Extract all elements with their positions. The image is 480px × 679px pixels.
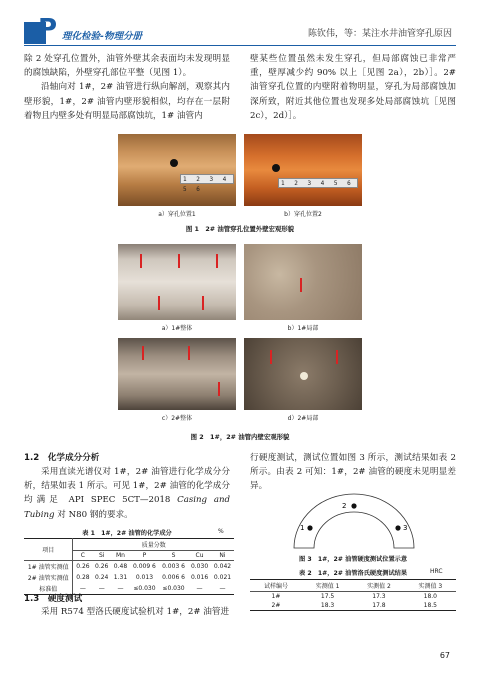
table1-cell: — — [117, 585, 124, 592]
corrosion-marker — [140, 254, 142, 268]
table1-column-header: S — [171, 552, 176, 559]
table1-column-header: Mn — [115, 552, 125, 559]
running-title: 陈钦伟，等：某注水井油管穿孔原因 — [307, 29, 452, 39]
section-heading-1-3: 1.3 硬度测试 — [24, 594, 83, 604]
table1-row-label: 1# 油管实测值 — [24, 561, 73, 573]
corrosion-marker — [270, 350, 272, 364]
table1-cell: 0.030 — [190, 563, 209, 570]
figure3-caption: 图 3 1#，2# 油管硬度测试位置示意 — [298, 556, 408, 563]
corrosion-marker — [158, 296, 160, 310]
page-number: 67 — [439, 651, 450, 660]
table1-column-header: P — [142, 552, 147, 559]
standard-title: Casing and Tubing — [24, 495, 230, 520]
left-column-top — [24, 52, 230, 123]
table2-cell: 18.3 — [320, 602, 335, 609]
table1-row-label: 2# 油管实测值 — [24, 572, 73, 583]
table1-column-header: Si — [98, 552, 105, 559]
figure2-subcaption-c: c）2#整体 — [161, 415, 193, 422]
corrosion-marker — [336, 350, 338, 364]
table2-column-header: 实测值 1 — [315, 583, 340, 590]
paragraph: 沿轴向对 1#，2# 油管进行纵向解剖，观察其内壁形貌，1#，2# 油管内壁形貌相似，均存在一层附着物且内壁多处有明显局部腐蚀坑，1# 油管内 — [24, 82, 230, 121]
table2-cell: 18.0 — [423, 593, 437, 600]
perforation-hole — [300, 372, 308, 380]
test-point-label: 2 — [342, 502, 347, 510]
table1-cell: 1.31 — [113, 574, 128, 581]
table2-column-header: 实测值 3 — [418, 583, 443, 590]
test-point-label: 3 — [403, 524, 408, 532]
table2-column-header: 实测值 2 — [367, 583, 391, 590]
figure1-subcaption-b: b）穿孔位置2 — [284, 211, 322, 218]
table2-cell: 1# — [271, 593, 281, 600]
table-row — [250, 601, 456, 611]
table1-cell: 0.26 — [95, 563, 109, 570]
table1-row-label: 标准值 — [24, 583, 73, 595]
table1-cell: 0.24 — [95, 574, 109, 581]
section-1-2-text — [24, 465, 230, 522]
table2-cell: 2# — [271, 602, 281, 609]
table1-cell: 0.26 — [76, 563, 90, 570]
table1-cell: 0.016 — [190, 574, 209, 581]
table1-item-header: 项目 — [24, 539, 73, 561]
table1-caption: 表 1 1#，2# 油管的化学成分 — [82, 530, 172, 537]
table1-cell: ≤0.030 — [162, 585, 185, 592]
figure2-photo-c — [118, 338, 236, 410]
table1-cell: 0.28 — [76, 574, 90, 581]
section-1-3-text: 采用 R574 型洛氏硬度试验机对 1#，2# 油管进 — [41, 607, 230, 617]
table-row — [250, 592, 456, 602]
table1-cell: 0.013 — [135, 574, 154, 581]
table1-cell: 0.042 — [213, 563, 232, 570]
right-column-top — [250, 52, 456, 123]
table1-cell: ≤0.030 — [133, 585, 156, 592]
paragraph: 除 2 处穿孔位置外，油管外壁其余表面均未发现明显的腐蚀缺陷，外壁穿孔部位平整（见图 1）。 — [24, 54, 230, 79]
table1-cell: — — [219, 585, 226, 592]
table2-cell: 17.8 — [372, 602, 386, 609]
figure2-subcaption-d: d）2#局部 — [287, 415, 319, 422]
table2-unit: HRC — [430, 568, 443, 575]
figure2-photo-b — [244, 244, 362, 320]
table1-cell: 0.021 — [213, 574, 232, 581]
table-row — [24, 572, 234, 583]
table1-unit: % — [218, 528, 224, 535]
perforation-hole — [170, 159, 178, 167]
figure2-subcaption-b: b）1#局部 — [287, 325, 319, 332]
perforation-hole — [272, 164, 280, 172]
table2-column-row — [250, 580, 456, 592]
table1-column-header: Ni — [219, 552, 226, 559]
figure2-photo-a — [118, 244, 236, 320]
table-row — [24, 561, 234, 573]
table1-cell: 0.009 6 — [132, 563, 156, 570]
table1-cell: 0.003 6 — [162, 563, 185, 570]
table1-cell: — — [196, 585, 203, 592]
table2-cell: 18.5 — [423, 602, 437, 609]
table2-column-header: 试样编号 — [263, 583, 288, 590]
right-column-bottom — [250, 451, 456, 494]
corrosion-marker — [216, 254, 218, 268]
figure1-caption: 图 1 2# 油管穿孔位置外壁宏观形貌 — [185, 225, 295, 233]
section-1-2-text-suffix: 对 N80 钢的要求。 — [54, 509, 133, 520]
figure2-subcaption-a: a）1#整体 — [161, 325, 193, 332]
paragraph: 壁某些位置虽然未发生穿孔，但局部腐蚀已非常严重，壁厚减少约 90% 以上［见图 2a），2b）］。2# 油管穿孔位置的内壁附着物明显，穿孔为局部腐蚀加深所致，附近其他位置也发现多处局部腐蚀坑［见图 2c），2d）］。 — [250, 54, 456, 121]
corrosion-marker — [218, 382, 220, 396]
corrosion-marker — [142, 346, 144, 360]
table2-cell: 17.3 — [372, 593, 386, 600]
table1-column-header: Cu — [195, 552, 204, 559]
table2-cell: 17.5 — [320, 593, 335, 600]
table1-group-header: 质量分数 — [141, 542, 166, 549]
section-1-2-text-prefix: 采用直读光谱仪对 1#，2# 油管进行化学成分分析，结果如表 1 所示。可见 1#，2# 油管的化学成分均满足 API SPEC 5CT—2018 — [24, 467, 230, 506]
pipe-cross-section — [294, 494, 414, 548]
table1-cell: 0.48 — [113, 563, 128, 570]
figure2-caption: 图 2 1#，2# 油管内壁宏观形貌 — [190, 433, 290, 441]
scale-ruler: 1 2 3 4 5 6 — [278, 178, 358, 188]
test-point-label: 1 — [300, 524, 305, 532]
figure1-photo-b — [244, 134, 362, 206]
table1-cell: 0.006 6 — [162, 574, 185, 581]
table2-caption: 表 2 1#，2# 油管洛氏硬度测试结果 — [298, 570, 408, 577]
table1-cell: — — [79, 585, 86, 592]
test-point-3 — [395, 525, 400, 530]
corrosion-marker — [188, 346, 190, 360]
corrosion-marker — [300, 278, 302, 292]
table2 — [250, 579, 456, 611]
table1-cell: — — [98, 585, 105, 592]
table1 — [24, 538, 234, 595]
figure1-subcaption-a: a）穿孔位置1 — [158, 211, 196, 218]
corrosion-marker — [178, 254, 180, 268]
corrosion-marker — [202, 296, 204, 310]
journal-logo-letter: P — [38, 14, 58, 44]
table1-column-header: C — [80, 552, 85, 559]
journal-name: 理化检验-物理分册 — [62, 31, 142, 42]
figure1-photo-a — [118, 134, 236, 206]
header-rule — [24, 45, 456, 46]
section-heading-1-2: 1.2 化学成分分析 — [24, 453, 100, 463]
figure2-photo-d — [244, 338, 362, 410]
paragraph: 行硬度测试，测试位置如图 3 所示，测试结果如表 2 所示。由表 2 可知：1#，2# 油管的硬度未见明显差异。 — [250, 453, 456, 492]
test-point-1 — [307, 525, 312, 530]
figure3-diagram — [284, 492, 424, 550]
test-point-2 — [351, 503, 356, 508]
scale-ruler: 1 2 3 4 5 6 — [180, 174, 234, 184]
